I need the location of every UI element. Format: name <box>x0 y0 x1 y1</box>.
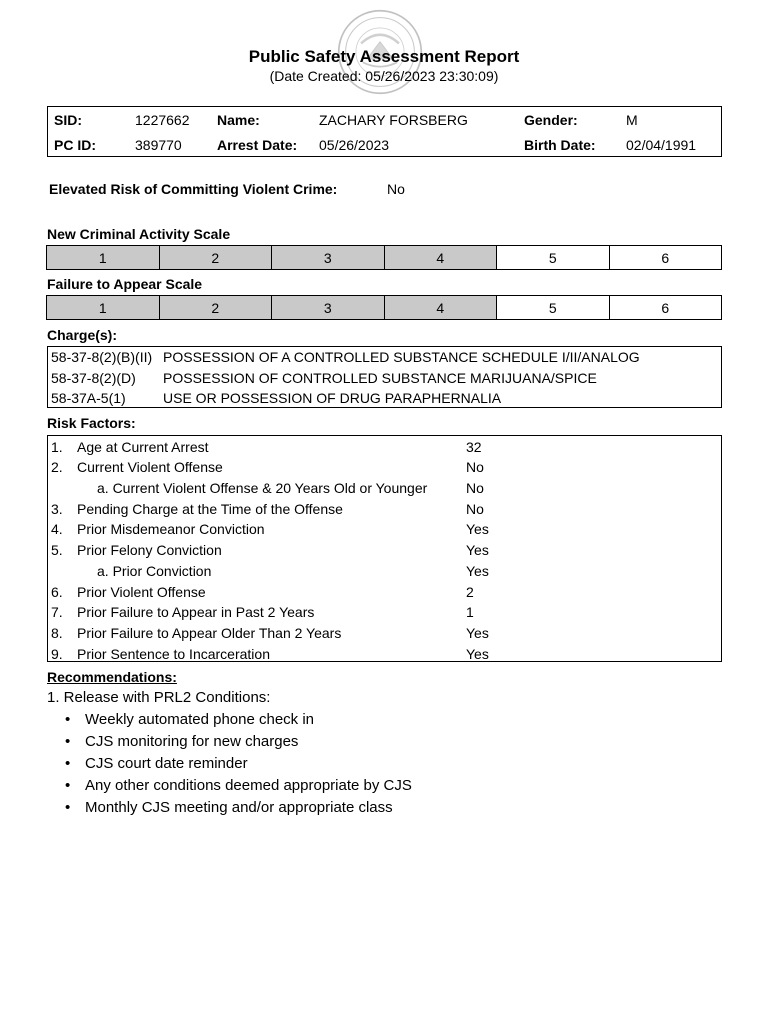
pcid-label: PC ID: <box>54 137 96 153</box>
birth-date-label: Birth Date: <box>524 137 596 153</box>
nca-scale-step: 1 <box>47 246 160 269</box>
risk-factors-box <box>47 435 722 662</box>
date-created: (Date Created: 05/26/2023 23:30:09) <box>269 68 499 84</box>
risk-factor-number: 5. <box>51 542 63 558</box>
charge-description: POSSESSION OF CONTROLLED SUBSTANCE MARIJUANA/SPICE <box>163 370 597 386</box>
fta-scale-step: 3 <box>272 296 385 319</box>
birth-date-value: 02/04/1991 <box>626 137 697 153</box>
risk-factor-text: Prior Failure to Appear Older Than 2 Years <box>77 625 342 641</box>
fta-scale-step: 1 <box>47 296 160 319</box>
recommendation-item <box>65 754 412 776</box>
risk-factor-row <box>48 644 721 664</box>
risk-factor-number: 2. <box>51 459 63 475</box>
charge-description: POSSESSION OF A CONTROLLED SUBSTANCE SCHEDULE I/II/ANALOG <box>163 349 640 365</box>
recommendation-item <box>65 732 412 754</box>
risk-factor-row <box>48 478 721 498</box>
recommendation-item <box>65 798 412 820</box>
risk-factor-text: Prior Failure to Appear in Past 2 Years <box>77 604 315 620</box>
fta-scale-label: Failure to Appear Scale <box>47 276 203 292</box>
charge-description: USE OR POSSESSION OF DRUG PARAPHERNALIA <box>163 390 502 406</box>
sid-value: 1227662 <box>135 112 190 128</box>
nca-scale-step: 6 <box>610 246 722 269</box>
fta-scale-step: 6 <box>610 296 722 319</box>
bullet-icon: • <box>65 755 71 772</box>
risk-factor-number: 3. <box>51 501 63 517</box>
elevated-risk-value: No <box>387 181 405 197</box>
risk-factor-value: 2 <box>466 584 474 600</box>
risk-factor-row <box>48 457 721 477</box>
risk-factor-number: 7. <box>51 604 63 620</box>
risk-factor-value: Yes <box>466 625 489 641</box>
risk-factor-text: Prior Felony Conviction <box>77 542 222 558</box>
elevated-risk-label: Elevated Risk of Committing Violent Crime: <box>49 181 338 197</box>
recommendation-text: CJS court date reminder <box>85 755 248 772</box>
bullet-icon: • <box>65 777 71 794</box>
bullet-icon: • <box>65 733 71 750</box>
info-row-1 <box>48 109 721 131</box>
gender-label: Gender: <box>524 112 578 128</box>
recommendation-text: Weekly automated phone check in <box>85 711 315 728</box>
risk-factor-value: No <box>466 459 484 475</box>
recommendations-heading: 1. Release with PRL2 Conditions: <box>47 689 271 706</box>
risk-factor-number: 6. <box>51 584 63 600</box>
nca-scale-step: 4 <box>385 246 498 269</box>
risk-factor-text: Prior Violent Offense <box>77 584 206 600</box>
bullet-icon: • <box>65 799 71 816</box>
recommendation-text: Monthly CJS meeting and/or appropriate class <box>85 799 393 816</box>
arrest-date-value: 05/26/2023 <box>319 137 390 153</box>
risk-factor-text: Prior Sentence to Incarceration <box>77 646 270 662</box>
fta-scale <box>46 295 722 320</box>
charges-box <box>47 346 722 408</box>
nca-scale <box>46 245 722 270</box>
recommendation-text: CJS monitoring for new charges <box>85 733 299 750</box>
name-label: Name: <box>217 112 260 128</box>
risk-factor-text: Age at Current Arrest <box>77 439 209 455</box>
risk-factor-text: a. Current Violent Offense & 20 Years Old or Younger <box>97 480 428 496</box>
gender-value: M <box>626 112 638 128</box>
recommendations-label: Recommendations: <box>47 669 177 685</box>
risk-factor-row <box>48 561 721 581</box>
risk-factor-row <box>48 519 721 539</box>
charge-code: 58-37-8(2)(B)(II) <box>51 349 153 365</box>
info-row-2 <box>48 134 721 156</box>
charge-row <box>48 347 721 367</box>
risk-factor-value: Yes <box>466 542 489 558</box>
charge-code: 58-37A-5(1) <box>51 390 126 406</box>
risk-factor-value: 1 <box>466 604 474 620</box>
risk-factor-value: No <box>466 501 484 517</box>
fta-scale-step: 4 <box>385 296 498 319</box>
recommendation-item <box>65 776 412 798</box>
risk-factor-text: Pending Charge at the Time of the Offense <box>77 501 343 517</box>
arrest-date-label: Arrest Date: <box>217 137 298 153</box>
risk-factor-number: 4. <box>51 521 63 537</box>
charge-code: 58-37-8(2)(D) <box>51 370 136 386</box>
risk-factors-label: Risk Factors: <box>47 415 136 431</box>
risk-factor-value: Yes <box>466 563 489 579</box>
nca-scale-step: 3 <box>272 246 385 269</box>
risk-factor-number: 9. <box>51 646 63 662</box>
report-title: Public Safety Assessment Report <box>248 47 520 66</box>
risk-factor-row <box>48 602 721 622</box>
risk-factor-row <box>48 499 721 519</box>
risk-factor-value: 32 <box>466 439 482 455</box>
bullet-icon: • <box>65 711 71 728</box>
risk-factor-text: Current Violent Offense <box>77 459 223 475</box>
charge-row <box>48 368 721 388</box>
charge-row <box>48 388 721 408</box>
nca-scale-label: New Criminal Activity Scale <box>47 226 231 242</box>
defendant-info-box <box>47 106 722 157</box>
risk-factor-row <box>48 582 721 602</box>
charges-label: Charge(s): <box>47 327 118 343</box>
risk-factor-value: Yes <box>466 646 489 662</box>
risk-factor-row <box>48 540 721 560</box>
nca-scale-step: 2 <box>160 246 273 269</box>
risk-factor-value: No <box>466 480 484 496</box>
fta-scale-step: 2 <box>160 296 273 319</box>
risk-factor-row <box>48 623 721 643</box>
risk-factor-number: 1. <box>51 439 63 455</box>
risk-factor-text: a. Prior Conviction <box>97 563 212 579</box>
recommendation-item <box>65 710 412 732</box>
nca-scale-step: 5 <box>497 246 610 269</box>
recommendations-list <box>65 710 412 820</box>
risk-factor-value: Yes <box>466 521 489 537</box>
pcid-value: 389770 <box>135 137 182 153</box>
risk-factor-number: 8. <box>51 625 63 641</box>
sid-label: SID: <box>54 112 82 128</box>
name-value: ZACHARY FORSBERG <box>319 112 468 128</box>
fta-scale-step: 5 <box>497 296 610 319</box>
recommendation-text: Any other conditions deemed appropriate by CJS <box>85 777 412 794</box>
risk-factor-row <box>48 437 721 457</box>
risk-factor-text: Prior Misdemeanor Conviction <box>77 521 265 537</box>
